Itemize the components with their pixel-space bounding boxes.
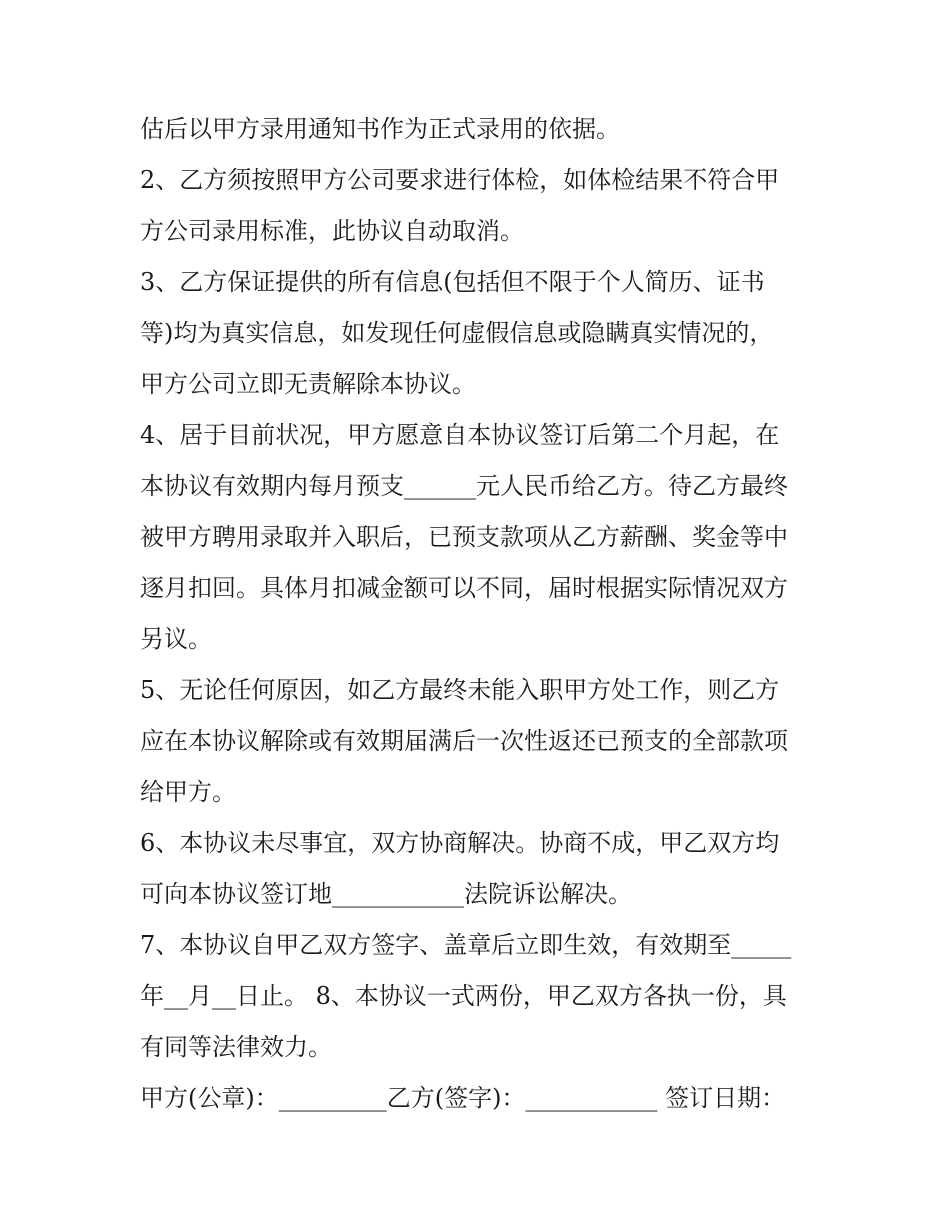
- text-line: 有同等法律效力。: [140, 1033, 332, 1061]
- text-line: 7、本协议自甲乙双方签字、盖章后立即生效，有效期至_____: [140, 931, 792, 959]
- signature-line: 甲方(公章)：_________乙方(签字)：___________ 签订日期：: [140, 1084, 786, 1112]
- text-line: 估后以甲方录用通知书作为正式录用的依据。: [140, 115, 620, 143]
- text-line: 甲方公司立即无责解除本协议。: [140, 370, 476, 398]
- text-line: 3、乙方保证提供的所有信息(包括但不限于个人简历、证书: [140, 268, 765, 296]
- text-line: 5、无论任何原因，如乙方最终未能入职甲方处工作，则乙方: [140, 676, 780, 704]
- text-line: 方公司录用标准，此协议自动取消。: [140, 217, 524, 245]
- text-line: 应在本协议解除或有效期届满后一次性返还已预支的全部款项: [140, 727, 788, 755]
- text-line: 6、本协议未尽事宜，双方协商解决。协商不成，甲乙双方均: [140, 829, 780, 857]
- text-line: 本协议有效期内每月预支______元人民币给乙方。待乙方最终: [140, 472, 788, 500]
- text-line: 2、乙方须按照甲方公司要求进行体检，如体检结果不符合甲: [140, 166, 780, 194]
- text-line: 另议。: [140, 625, 212, 653]
- text-line: 被甲方聘用录取并入职后，已预支款项从乙方薪酬、奖金等中: [140, 523, 788, 551]
- text-line: 等)均为真实信息，如发现任何虚假信息或隐瞒真实情况的，: [140, 319, 774, 347]
- text-line: 给甲方。: [140, 778, 236, 806]
- text-line: 年__月__日止。 8、本协议一式两份，甲乙双方各执一份，具: [140, 982, 787, 1010]
- text-line: 逐月扣回。具体月扣减金额可以不同，届时根据实际情况双方: [140, 574, 788, 602]
- text-line: 可向本协议签订地___________法院诉讼解决。: [140, 880, 632, 908]
- document-body: [140, 104, 820, 1124]
- text-line: 4、居于目前状况，甲方愿意自本协议签订后第二个月起，在: [140, 421, 780, 449]
